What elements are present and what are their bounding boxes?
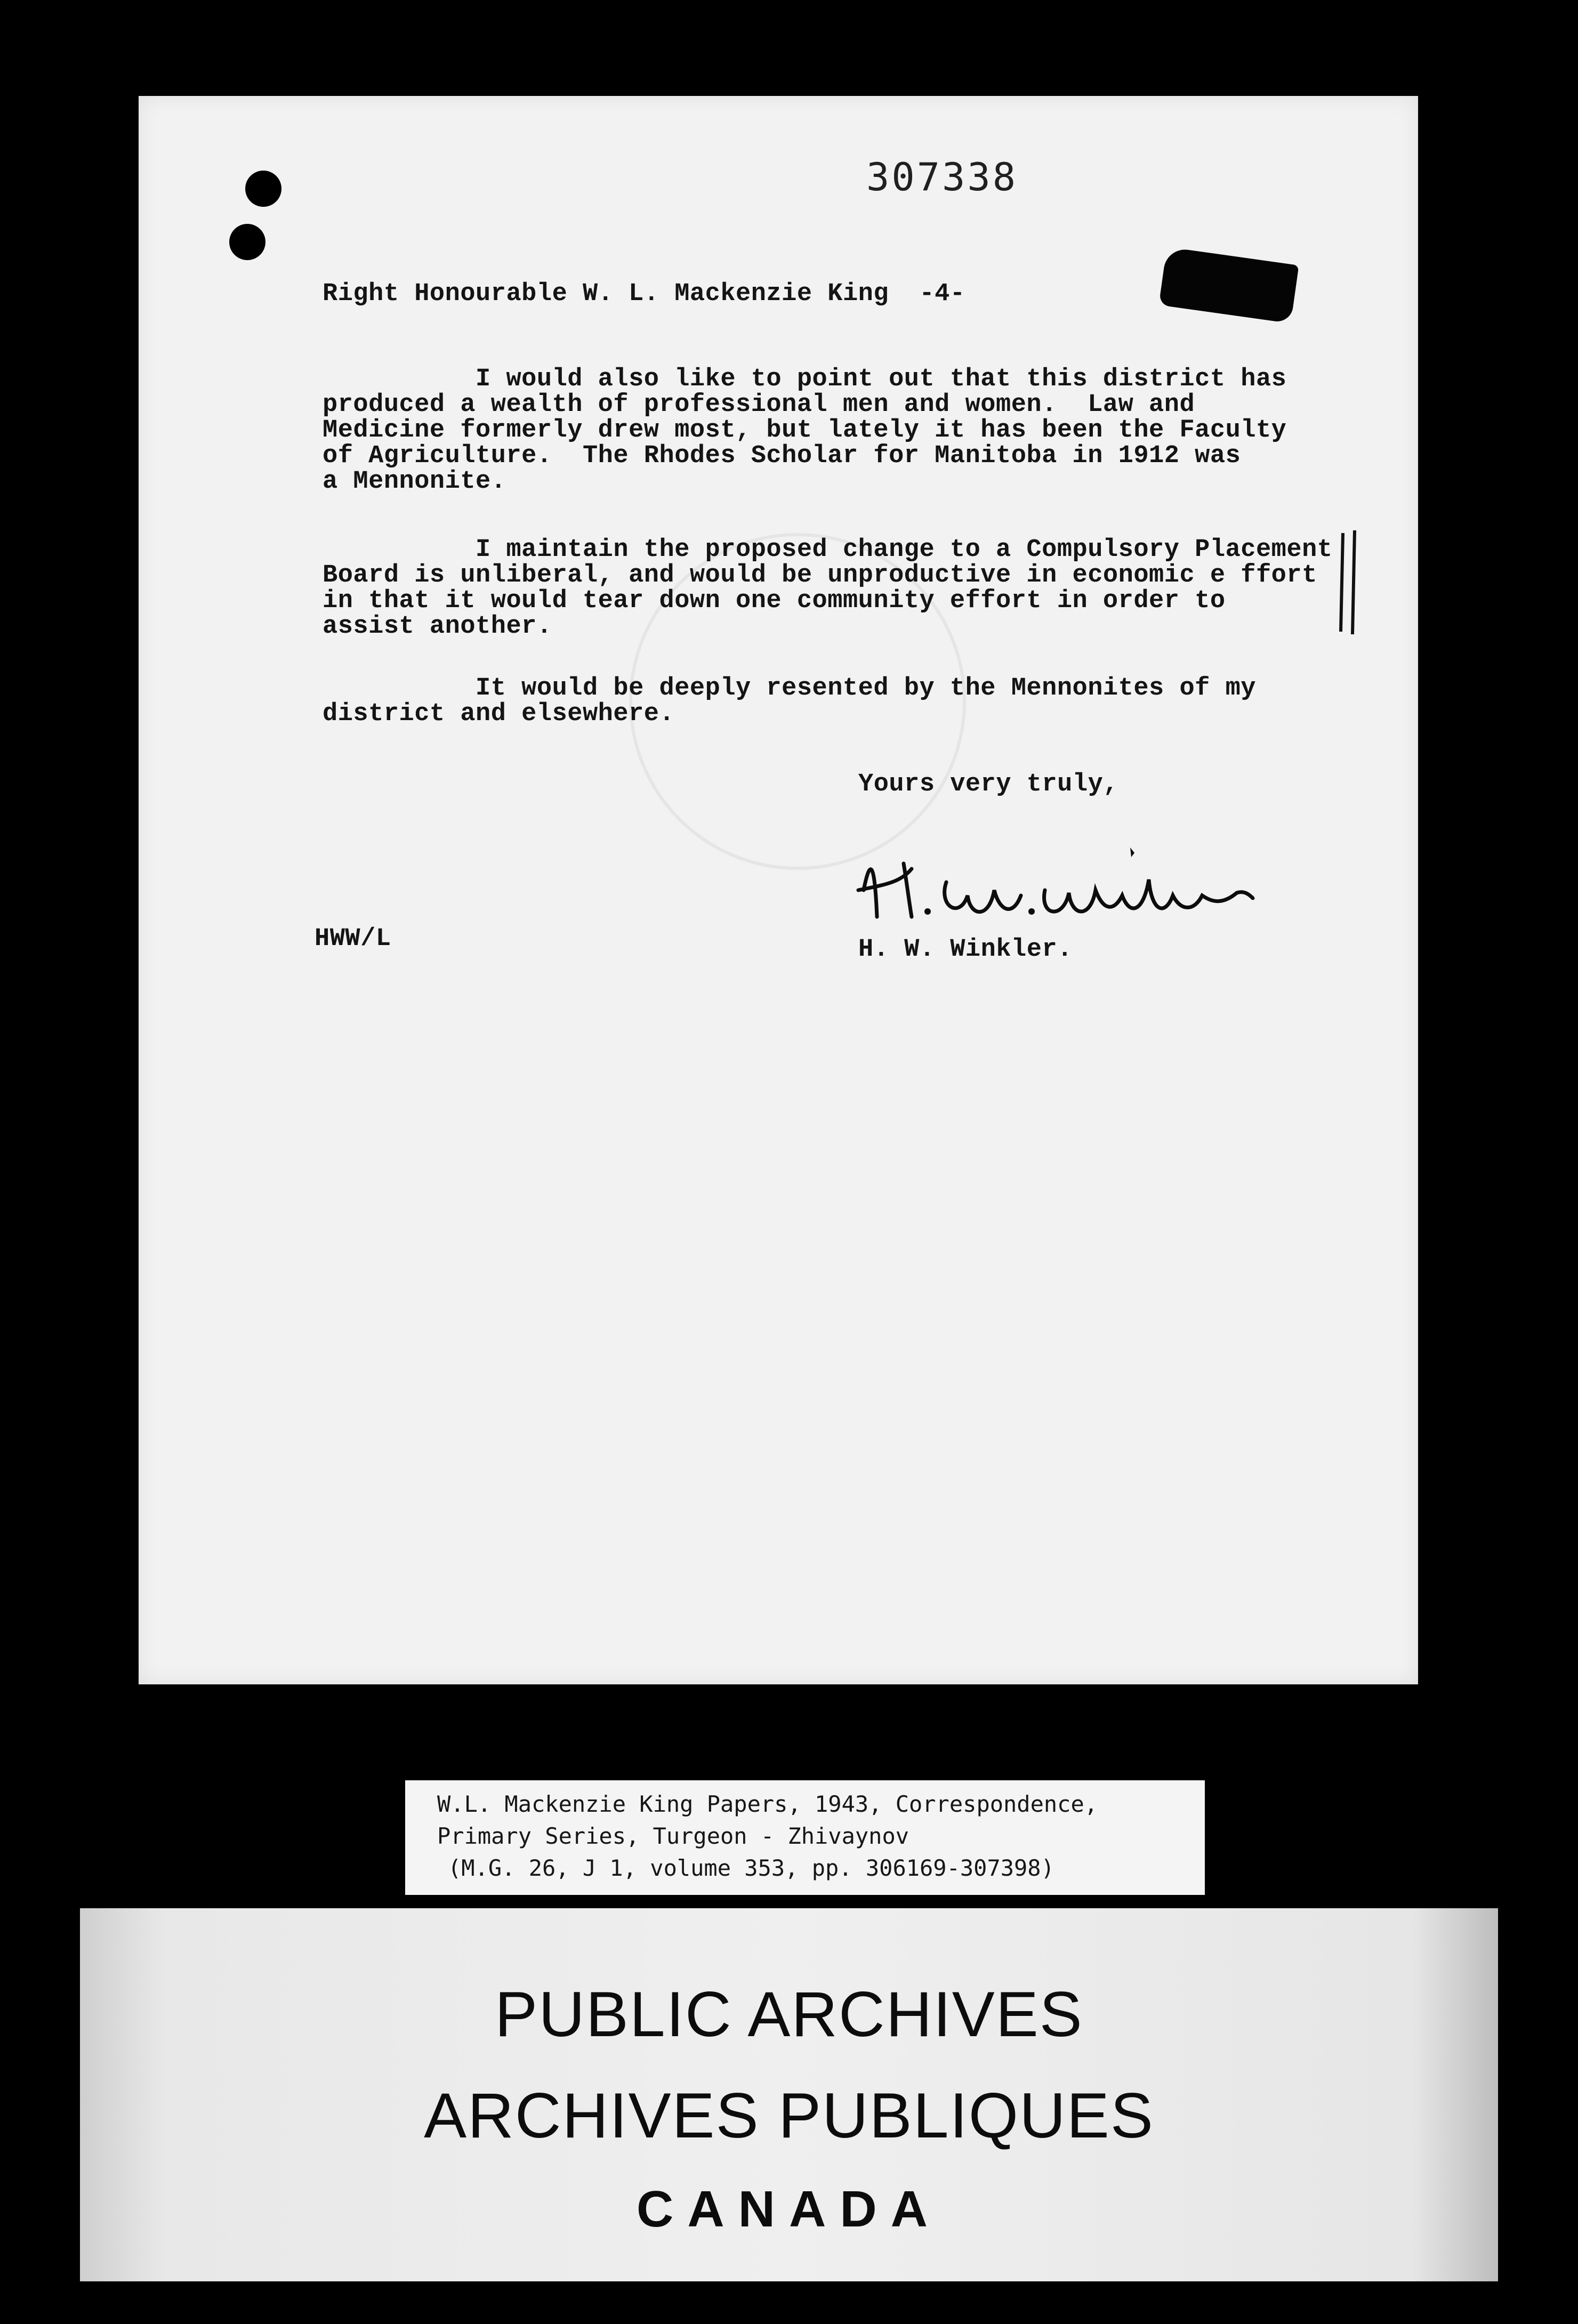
typist-initials: HWW/L	[315, 925, 391, 953]
paragraph-line: It would be deeply resented by the Mennonites of my	[323, 674, 1256, 703]
paragraph-line: district and elsewhere.	[323, 700, 675, 728]
letter-page	[139, 96, 1418, 1684]
catalog-slip	[405, 1780, 1205, 1895]
closing-salutation: Yours very truly,	[858, 770, 1118, 798]
document-number: 307338	[866, 155, 1018, 199]
archive-country: CANADA	[637, 2181, 941, 2238]
paragraph-line: of Agriculture. The Rhodes Scholar for Manitoba in 1912 was	[323, 442, 1241, 470]
punch-hole-bottom	[229, 224, 265, 260]
paragraph-line: Board is unliberal, and would be unproductive in economic e ffort	[323, 561, 1317, 590]
archive-title-english: PUBLIC ARCHIVES	[495, 1979, 1083, 2050]
redaction-mark	[1159, 247, 1299, 324]
handwritten-signature	[853, 832, 1258, 938]
paragraph-line: produced a wealth of professional men and women. Law and	[323, 391, 1195, 419]
archive-title-french: ARCHIVES PUBLIQUES	[424, 2080, 1154, 2151]
catalog-line: Primary Series, Turgeon - Zhivaynov	[437, 1823, 909, 1849]
paragraph-line: a Mennonite.	[323, 467, 506, 496]
paragraph-line: in that it would tear down one community effort in order to	[323, 587, 1226, 615]
signer-name: H. W. Winkler.	[858, 935, 1073, 964]
paragraph-line: I maintain the proposed change to a Compulsory Placement	[323, 536, 1333, 564]
letter-header: Right Honourable W. L. Mackenzie King -4-	[323, 280, 965, 308]
margin-check-marks	[1335, 530, 1362, 637]
punch-hole-top	[245, 171, 281, 207]
archive-banner-card	[80, 1908, 1498, 2281]
catalog-line: W.L. Mackenzie King Papers, 1943, Correspondence,	[437, 1791, 1098, 1817]
paragraph-line: Medicine formerly drew most, but lately it has been the Faculty	[323, 416, 1287, 445]
paragraph-line: assist another.	[323, 612, 552, 641]
catalog-line: (M.G. 26, J 1, volume 353, pp. 306169-307398)	[448, 1855, 1054, 1881]
paragraph-line: I would also like to point out that this district has	[323, 365, 1287, 393]
